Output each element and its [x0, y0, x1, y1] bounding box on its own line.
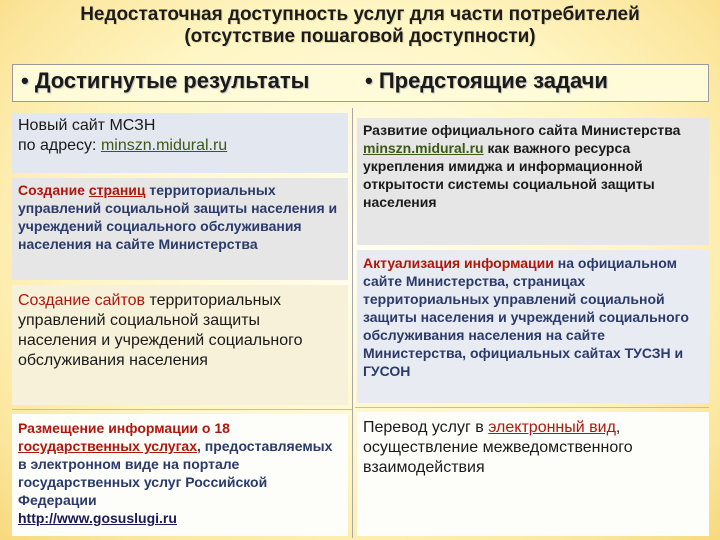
address-prefix: по адресу:: [18, 137, 101, 154]
row-divider-right: [355, 407, 709, 408]
left-cell-pages: [12, 178, 348, 280]
left-cell-sites: [12, 285, 348, 405]
row-divider-left: [12, 409, 352, 410]
development-text-2: как важного ресурса укрепления имиджа и информационной открытости системы социальной защиты населения: [363, 140, 655, 210]
gosuslugi-red-2: информации о 18: [108, 420, 230, 436]
electronic-text-1: Перевод услуг в: [363, 419, 489, 436]
sites-rest-text: территориальных управлений социальной защиты населения и учреждений социального обслуживания населения: [18, 292, 303, 369]
gosuslugi-link[interactable]: http://www.gosuslugi.ru: [18, 510, 177, 526]
right-cell-electronic-services: [357, 412, 709, 536]
title-line-1: Недостаточная доступность услуг для части потребителей: [80, 4, 640, 25]
column-divider: [352, 108, 353, 538]
slide-title: [0, 4, 720, 48]
minszn-link[interactable]: minszn.midural.ru: [100, 137, 228, 154]
left-cell-new-site: [12, 113, 348, 173]
sites-red-text: Создание сайтов: [18, 292, 145, 309]
header-upcoming-tasks: • Предстоящие задачи: [365, 68, 608, 93]
actualization-rest: на официальном сайте Министерства, страницах территориальных управлений социальной защиты населения и учреждений социального обслуживания населения на сайте Министерства, официальных сайтах ТУСЗН и ГУСОН: [363, 255, 689, 379]
electronic-red-underline: электронный вид: [488, 419, 616, 436]
header-achieved-results: • Достигнутые результаты: [21, 68, 310, 93]
new-site-address: [18, 136, 342, 156]
right-cell-actualization: [357, 250, 709, 403]
development-link[interactable]: minszn.midural.ru: [363, 140, 484, 156]
table-header: [12, 64, 709, 102]
new-site-line: Новый сайт МСЗН: [18, 117, 156, 134]
pages-red-underline: страниц: [88, 182, 146, 198]
left-cell-gosuslugi: [12, 414, 348, 536]
gosuslugi-red-1: Размещение: [18, 420, 109, 436]
development-text-1: Развитие официального сайта Министерства: [363, 122, 681, 138]
right-cell-site-development: [357, 118, 709, 245]
pages-rest-text: территориальных управлений социальной защиты населения и учреждений социального обслуживания населения на сайте Министерства: [18, 182, 338, 252]
pages-red-text: Создание: [18, 182, 89, 198]
actualization-red: Актуализация информации: [363, 255, 554, 271]
gosuslugi-red-underline: государственных услугах: [18, 438, 197, 454]
electronic-text-2: , осуществление межведомственного взаимодействия: [363, 419, 633, 476]
gosuslugi-rest: , предоставляемых в электронном виде на портале государственных услуг Российской Федерации: [18, 438, 333, 508]
title-line-2: (отсутствие пошаговой доступности): [184, 26, 536, 47]
